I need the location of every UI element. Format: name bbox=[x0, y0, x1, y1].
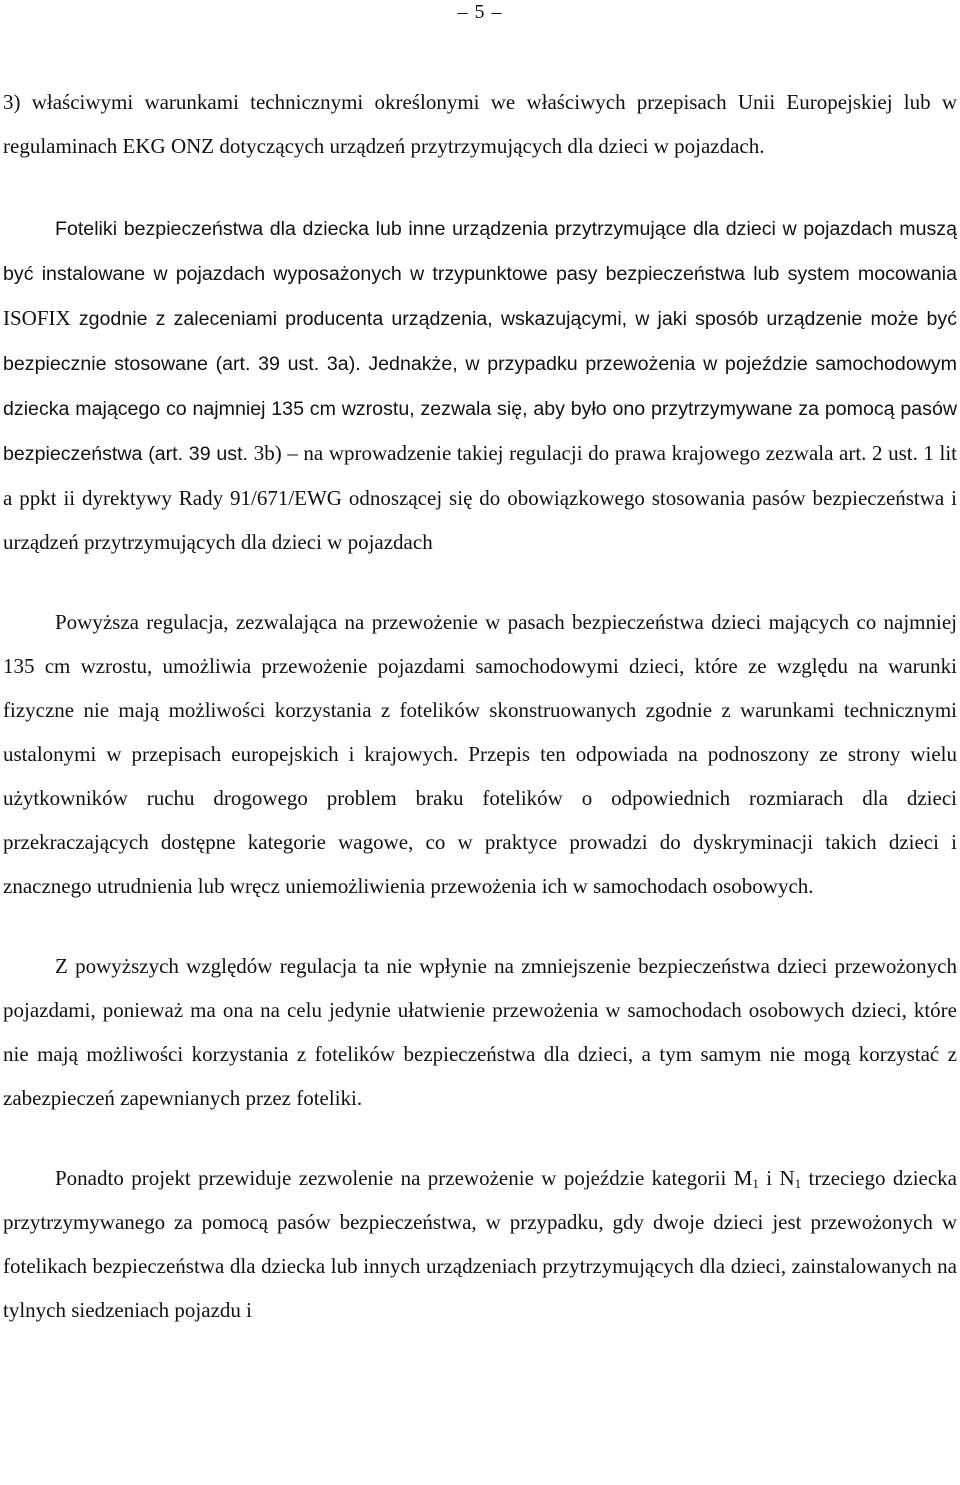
page-number: – 5 – bbox=[457, 1, 503, 23]
paragraph-4 bbox=[3, 944, 957, 1120]
subscript: 1 bbox=[752, 1176, 759, 1191]
text-run: i N bbox=[758, 1166, 795, 1190]
text-run: zgodnie z zaleceniami producenta urządzenia, wskazującymi, w jaki sposób urządzenie może być bezpiecznie stosowane (art. 39 ust. 3a). Jednakże, w przypadku przewożenia w pojeździe samochodowym dziecka mającego co najmniej 135 cm wzrostu, zezwala się, aby było ono przytrzymywane za pomocą pasów bezpieczeństwa (art. 39 ust. bbox=[3, 308, 957, 465]
text-run: ISOFIX bbox=[3, 306, 71, 330]
document-body bbox=[3, 80, 957, 1332]
text-run: Foteliki bezpieczeństwa dla dziecka lub inne urządzenia przytrzymujące dla dzieci w pojazdach muszą być instalowane w pojazdach wyposażonych w trzypunktowe pasy bezpieczeństwa lub system mocowania bbox=[3, 218, 957, 285]
text-run: trzeciego dziecka przytrzymywanego za pomocą pasów bezpieczeństwa, w przypadku, gdy dwoje dzieci jest przewożonych w fotelikach bezpieczeństwa dla dziecka lub innych urządzeniach przytrzymujących dla dzieci, zainstalowanych na tylnych siedzeniach pojazdu i bbox=[3, 1166, 957, 1322]
paragraph-3 bbox=[3, 600, 957, 908]
text-run: Ponadto projekt przewiduje zezwolenie na przewożenie w pojeździe kategorii M bbox=[55, 1166, 753, 1190]
paragraph-5 bbox=[3, 1156, 957, 1332]
text-run: 3) właściwymi warunkami technicznymi określonymi we właściwych przepisach Unii Europejskiej lub w regulaminach EKG ONZ dotyczących urządzeń przytrzymujących dla dzieci w pojazdach. bbox=[3, 90, 957, 158]
text-run: 3b) – na wprowadzenie takiej regulacji do prawa krajowego zezwala art. 2 ust. 1 lit a ppkt ii dyrektywy Rady 91/671/EWG odnoszącej się do obowiązkowego stosowania pasów bezpieczeństwa i urządzeń przytrzymujących dla dzieci w pojazdach bbox=[3, 441, 957, 554]
subscript: 1 bbox=[794, 1176, 802, 1191]
paragraph-1 bbox=[3, 80, 957, 168]
text-run: Powyższa regulacja, zezwalająca na przewożenie w pasach bezpieczeństwa dzieci mających co najmniej 135 cm wzrostu, umożliwia przewożenie pojazdami samochodowymi dzieci, które ze względu na warunki fizyczne nie mają możliwości korzystania z fotelików skonstruowanych zgodnie z warunkami technicznymi ustalonymi w przepisach europejskich i krajowych. Przepis ten odpowiada na podnoszony ze strony wielu użytkowników ruchu drogowego problem braku fotelików o odpowiednich rozmiarach dla dzieci przekraczających dostępne kategorie wagowe, co w praktyce prowadzi do dyskryminacji takich dzieci i znacznego utrudnienia lub wręcz uniemożliwienia przewożenia ich w samochodach osobowych. bbox=[3, 610, 957, 898]
paragraph-2 bbox=[3, 206, 957, 564]
text-run: Z powyższych względów regulacja ta nie wpłynie na zmniejszenie bezpieczeństwa dzieci przewożonych pojazdami, ponieważ ma ona na celu jedynie ułatwienie przewożenia w samochodach osobowych dzieci, które nie mają możliwości korzystania z fotelików bezpieczeństwa dla dzieci, a tym samym nie mogą korzystać z zabezpieczeń zapewnianych przez foteliki. bbox=[3, 954, 957, 1110]
